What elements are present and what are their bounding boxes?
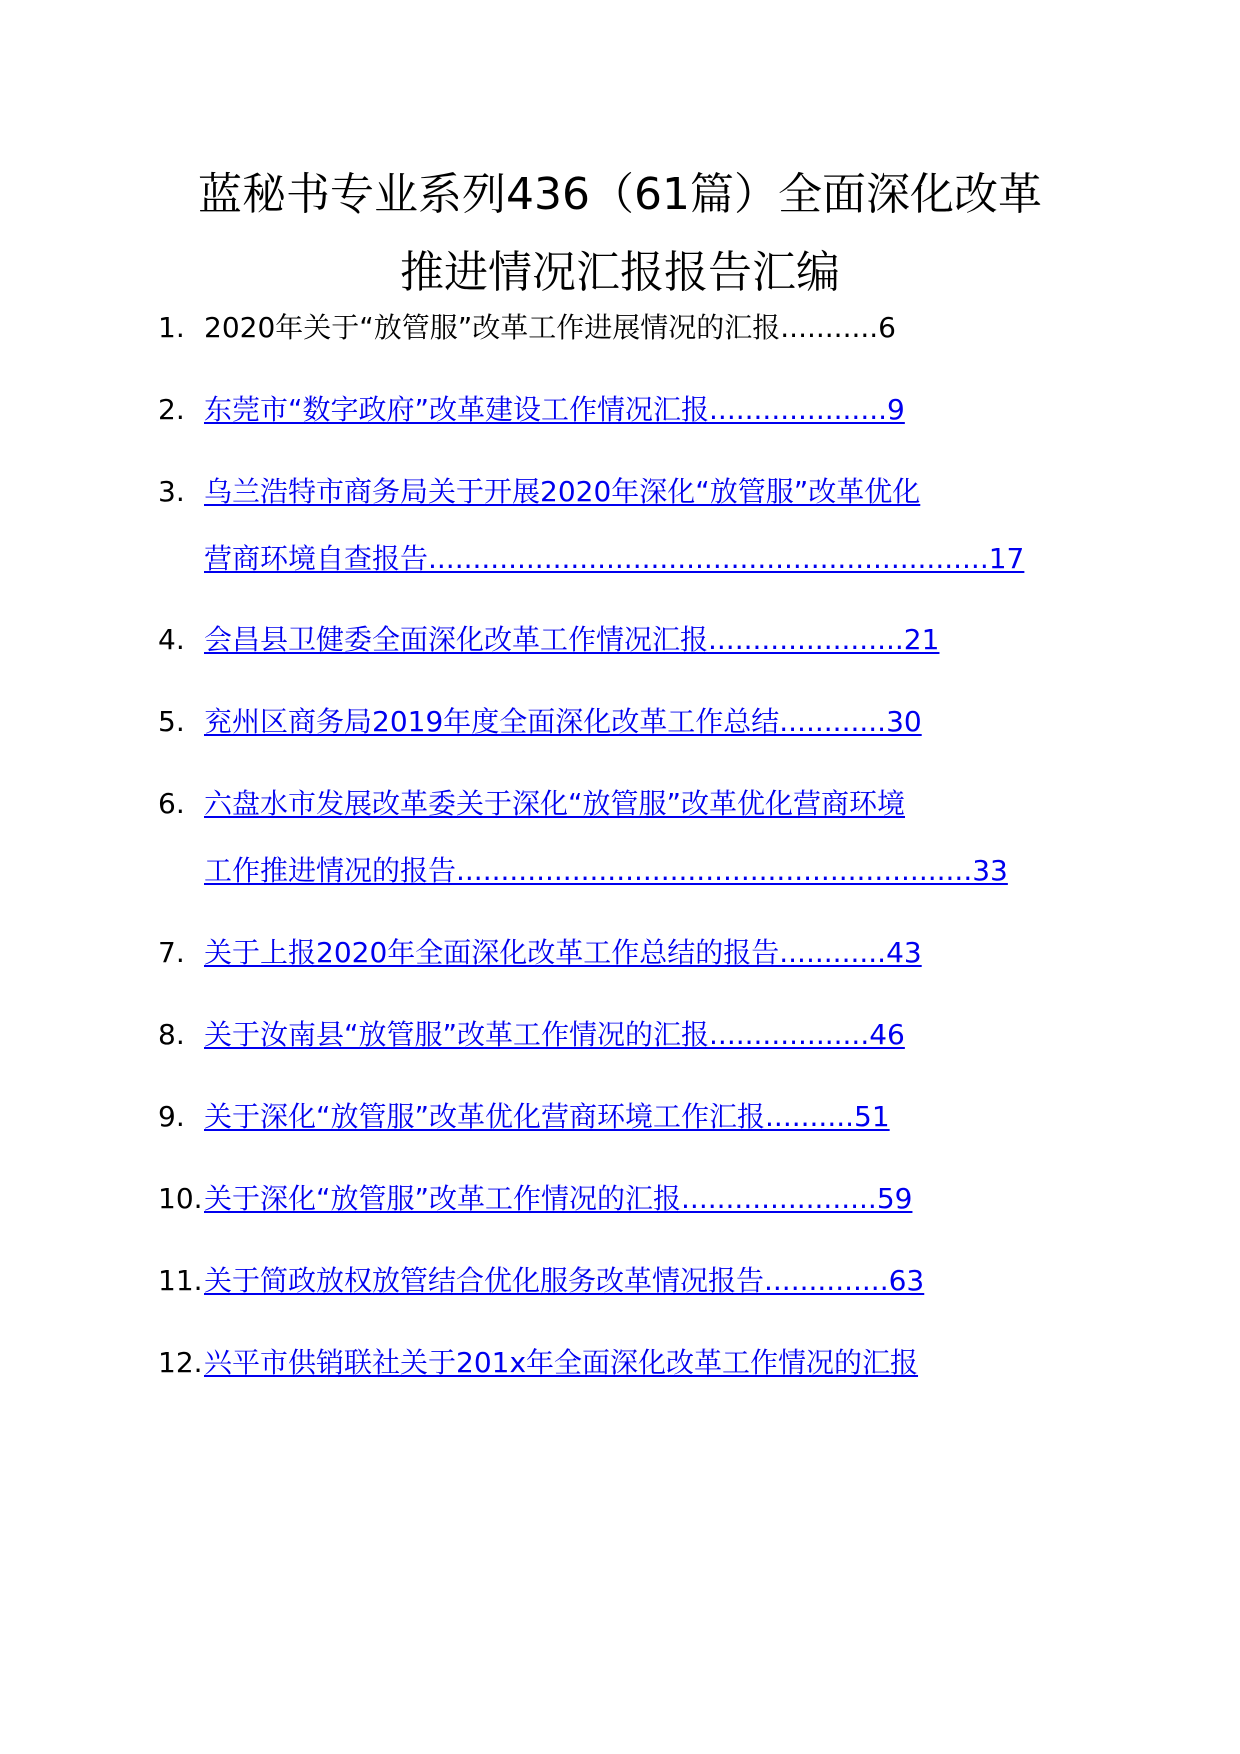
toc-item-link[interactable]: 兖州区商务局2019年度全面深化改革工作总结............30 bbox=[204, 705, 922, 738]
toc-item-number: 3. bbox=[158, 475, 185, 508]
toc-item-number: 9. bbox=[158, 1100, 185, 1133]
toc-item-link[interactable]: 乌兰浩特市商务局关于开展2020年深化“放管服”改革优化 bbox=[204, 475, 921, 508]
toc-item-link[interactable]: 六盘水市发展改革委关于深化“放管服”改革优化营商环境 bbox=[204, 787, 906, 820]
toc-item-number: 2. bbox=[158, 393, 185, 426]
toc-item-link[interactable]: 东莞市“数字政府”改革建设工作情况汇报....................9 bbox=[204, 393, 905, 426]
toc-item-number: 11. bbox=[158, 1264, 203, 1297]
toc-item-link[interactable]: 关于上报2020年全面深化改革工作总结的报告............43 bbox=[204, 936, 922, 969]
toc-item-link-continuation[interactable]: 工作推进情况的报告..........................................................33 bbox=[204, 854, 1008, 887]
toc-item-entry: 2020年关于“放管服”改革工作进展情况的汇报...........6 bbox=[204, 311, 896, 344]
toc-item-number: 8. bbox=[158, 1018, 185, 1051]
toc-item-link[interactable]: 关于汝南县“放管服”改革工作情况的汇报..................46 bbox=[204, 1018, 905, 1051]
document-title-line-2: 推进情况汇报报告汇编 bbox=[400, 247, 840, 298]
toc-item-link[interactable]: 会昌县卫健委全面深化改革工作情况汇报......................21 bbox=[204, 623, 940, 656]
toc-item-number: 7. bbox=[158, 936, 185, 969]
toc-item-number: 12. bbox=[158, 1346, 203, 1379]
toc-item-number: 6. bbox=[158, 787, 185, 820]
toc-item-link-continuation[interactable]: 营商环境自查报告...............................................................17 bbox=[204, 542, 1025, 575]
toc-item-link[interactable]: 兴平市供销联社关于201x年全面深化改革工作情况的汇报 bbox=[204, 1346, 919, 1379]
toc-item-number: 5. bbox=[158, 705, 185, 738]
document-title-line-1: 蓝秘书专业系列436（61篇）全面深化改革 bbox=[198, 169, 1042, 220]
toc-item-number: 10. bbox=[158, 1182, 203, 1215]
toc-item-link[interactable]: 关于深化“放管服”改革工作情况的汇报......................59 bbox=[204, 1182, 913, 1215]
toc-item-link[interactable]: 关于简政放权放管结合优化服务改革情况报告..............63 bbox=[204, 1264, 925, 1297]
toc-item-number: 1. bbox=[158, 311, 185, 344]
toc-item-number: 4. bbox=[158, 623, 185, 656]
toc-item-link[interactable]: 关于深化“放管服”改革优化营商环境工作汇报..........51 bbox=[204, 1100, 890, 1133]
